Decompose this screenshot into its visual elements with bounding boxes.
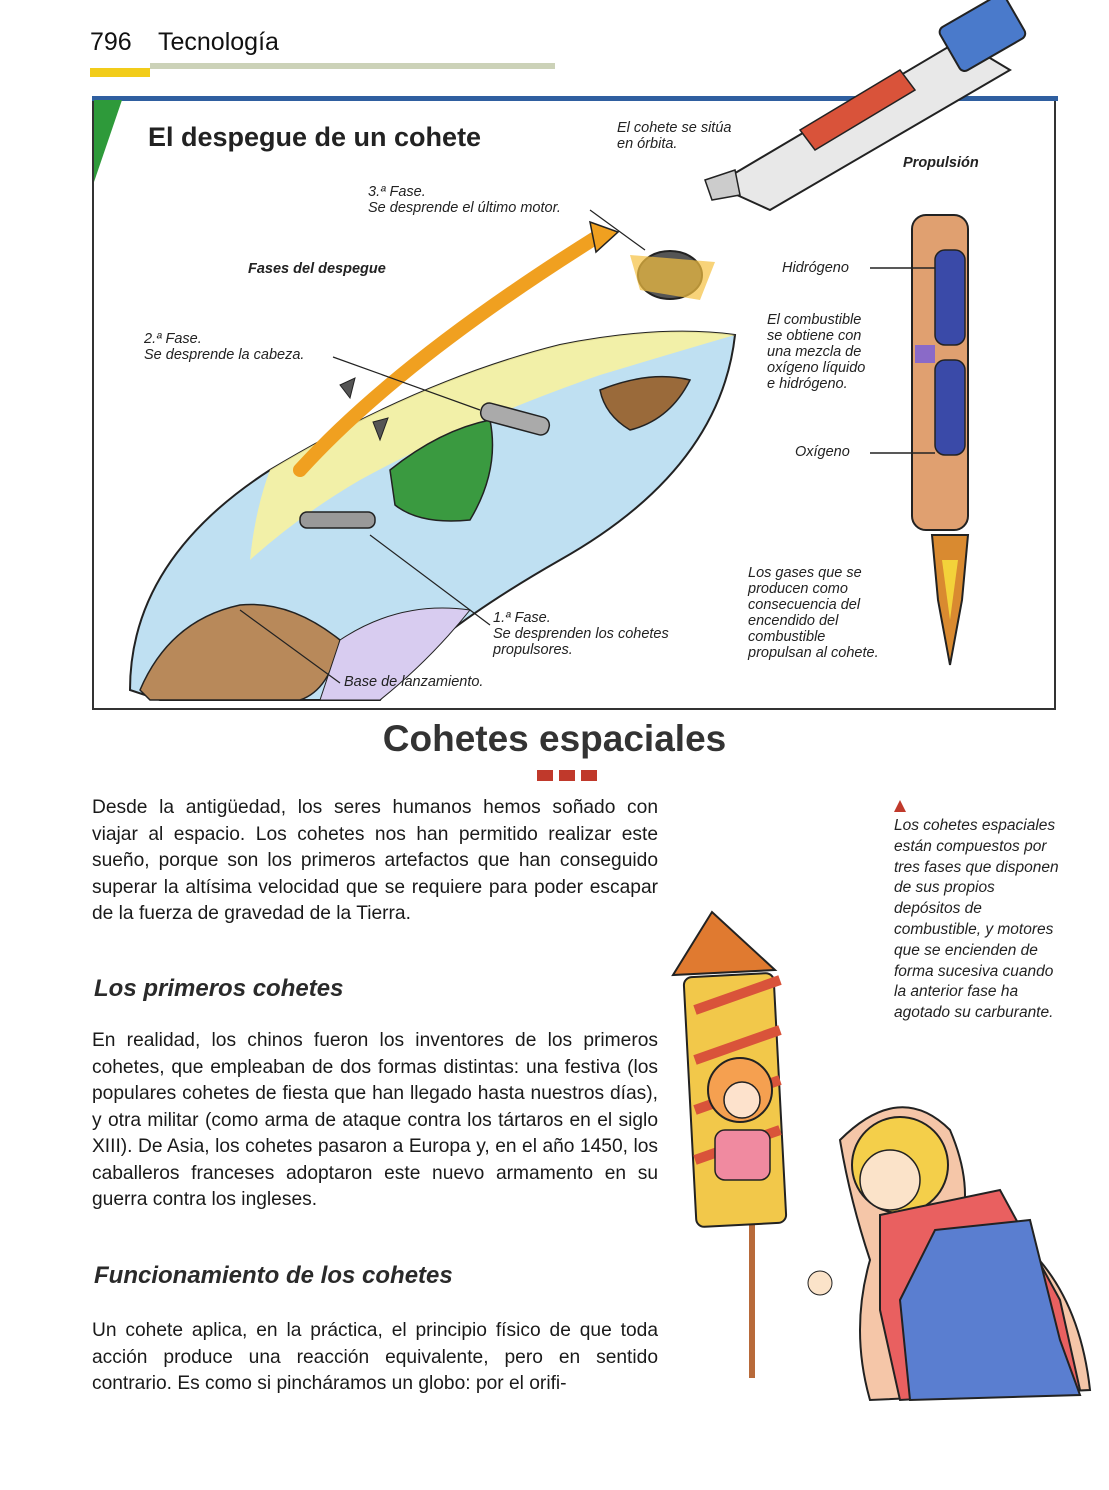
section-1-heading: Los primeros cohetes — [94, 975, 344, 1002]
gases-line-4: encendido del — [748, 613, 839, 629]
label-launch-base: Base de lanzamiento. — [344, 674, 484, 690]
fuel-line-5: e hidrógeno. — [767, 376, 848, 392]
phase-1-desc-2: propulsores. — [493, 642, 573, 658]
gases-line-2: producen como — [748, 581, 848, 597]
propulsion-cutaway — [870, 215, 968, 665]
sidebar-caption: Los cohetes espaciales están compuestos por tres fases que disponen de sus propios depósitos de combustible, y motores que se encienden de forma sucesiva cuando la anterior fase ha agotado su carburante. — [894, 817, 1059, 1022]
label-hydrogen: Hidrógeno — [782, 260, 849, 276]
propulsion-heading: Propulsión — [903, 155, 979, 171]
section-2-heading: Funcionamiento de los cohetes — [94, 1262, 453, 1289]
label-phase-3 — [368, 184, 561, 216]
label-phase-2 — [144, 331, 304, 363]
fuel-line-2: se obtiene con — [767, 328, 862, 344]
label-fuel — [767, 312, 865, 392]
label-gases — [748, 565, 879, 661]
orbit-text: El cohete se sitúa en órbita. — [617, 120, 732, 152]
section-1-paragraph: En realidad, los chinos fueron los inventores de los primeros cohetes, que empleaban de dos formas distintas: una festiva (los populares cohetes de fiesta que han llegado hasta nuestros días), y otra militar (como arma de ataque contra los tártaros en el siglo XIII). De Asia, los cohetes pasaron a Europa y, en el año 1450, los caballeros franceses adoptaron este nuevo armamento en su guerra contra los ingleses. — [92, 1030, 658, 1210]
label-phase-1 — [493, 610, 669, 658]
phase-1-desc-1: Se desprenden los cohetes — [493, 626, 669, 642]
fuel-line-3: una mezcla de — [767, 344, 862, 360]
engine-illustration — [630, 251, 715, 300]
gases-line-5: combustible — [748, 629, 826, 645]
phases-heading: Fases del despegue — [248, 261, 386, 277]
phase-2-desc: Se desprende la cabeza. — [144, 347, 305, 363]
gases-line-6: propulsan al cohete. — [748, 645, 879, 661]
label-oxygen: Oxígeno — [795, 444, 850, 460]
section-title: Tecnología — [158, 28, 279, 56]
caption-marker-icon — [894, 800, 906, 812]
diagram-title: El despegue de un cohete — [148, 122, 482, 152]
rocket-illustration — [705, 0, 1027, 210]
article-title: Cohetes espaciales — [382, 718, 727, 759]
fuel-line-4: oxígeno líquido — [767, 360, 866, 376]
page-number: 796 — [90, 28, 132, 56]
intro-paragraph: Desde la antigüedad, los seres humanos hemos soñado con viajar al espacio. Los cohetes nos han permitido realizar este sueño, porque son los primeros artefactos que han conseguido superar la altísima velocidad que se requiere para poder escapar de la fuerza de gravedad de la Tierra. — [92, 797, 658, 924]
gases-line-3: consecuencia del — [748, 597, 861, 613]
section-2-paragraph: Un cohete aplica, en la práctica, el principio físico de que toda acción produce una reacción equivalente, pero en sentido contrario. Es como si pincháramos un globo: por el orifi- — [92, 1320, 658, 1394]
label-orbit — [617, 120, 737, 152]
phase-3-title: 3.ª Fase. — [368, 184, 426, 200]
phase-3-desc: Se desprende el último motor. — [368, 200, 561, 216]
phase-1-title: 1.ª Fase. — [493, 610, 551, 626]
gases-line-1: Los gases que se — [748, 565, 862, 581]
phase-2-title: 2.ª Fase. — [144, 331, 202, 347]
fuel-line-1: El combustible — [767, 312, 862, 328]
title-ornament — [537, 768, 603, 786]
